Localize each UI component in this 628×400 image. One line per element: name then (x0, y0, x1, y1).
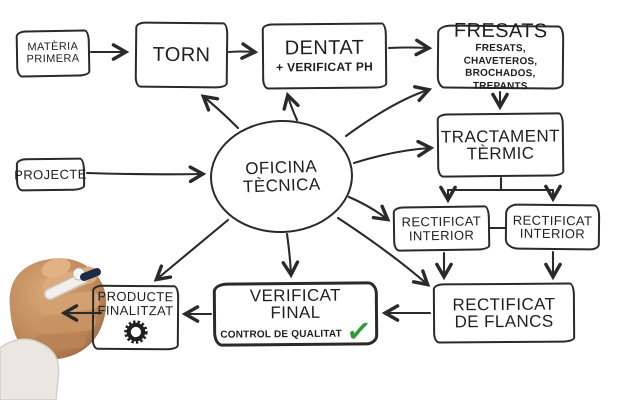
quality-check-icon: ✓ (344, 314, 373, 350)
node-rectificat-interior-dreta (505, 204, 600, 251)
node-title: VERIFICAT FINAL (249, 285, 341, 323)
arrow-oficina-to-producte (157, 220, 228, 279)
shirt-sleeve (0, 339, 59, 400)
gear-icon (122, 319, 148, 345)
node-fresats (437, 19, 565, 92)
node-title: DENTAT (284, 36, 365, 60)
node-dentat (262, 22, 388, 89)
node-label: TRACTAMENT TÈRMIC (440, 126, 560, 164)
arrow-oficina-to-fresats (346, 90, 428, 136)
arrow-projecte-to-oficina (87, 173, 202, 174)
node-subtitle: FRESATS, CHAVETEROS, BROCHADOS, TREPANTS (463, 42, 538, 92)
arrow-oficina-to-dentat (288, 96, 297, 120)
node-subtitle: CONTROL DE QUALITAT (220, 328, 342, 341)
node-label: PRODUCTE FINALITZAT (97, 288, 174, 318)
node-oficina-tecnica (208, 118, 355, 236)
arrow-torn-to-dentat (229, 52, 254, 53)
node-rectificat-de-flancs (433, 283, 575, 344)
node-projecte (16, 158, 85, 192)
node-title: FRESATS (453, 19, 548, 43)
node-torn (135, 22, 229, 89)
node-label: MATÈRIA PRIMERA (26, 40, 80, 65)
arrow-oficina-to-rint-esquerra (349, 197, 387, 219)
arrow-oficina-to-verificat (287, 234, 291, 274)
node-label: RECTIFICAT INTERIOR (401, 213, 482, 243)
node-label: RECTIFICAT DE FLANCS (452, 294, 556, 332)
arrow-dentat-to-fresats (389, 48, 428, 49)
node-subtitle: + VERIFICAT PH (276, 59, 374, 75)
node-producte-finalitzat (92, 285, 179, 351)
node-rectificat-interior-esquerra (393, 205, 491, 251)
arrow-oficina-to-torn (204, 97, 238, 128)
node-label: RECTIFICAT INTERIOR (512, 212, 593, 242)
arrow-oficina-to-tractament (354, 148, 430, 163)
node-tractament-termic (437, 112, 565, 177)
node-materia-primera (16, 29, 91, 77)
node-label: OFICINA TÈCNICA (242, 156, 321, 196)
node-verificat-final (213, 281, 379, 350)
node-label: TORN (152, 43, 211, 67)
node-label: PROJECTE (14, 166, 87, 183)
